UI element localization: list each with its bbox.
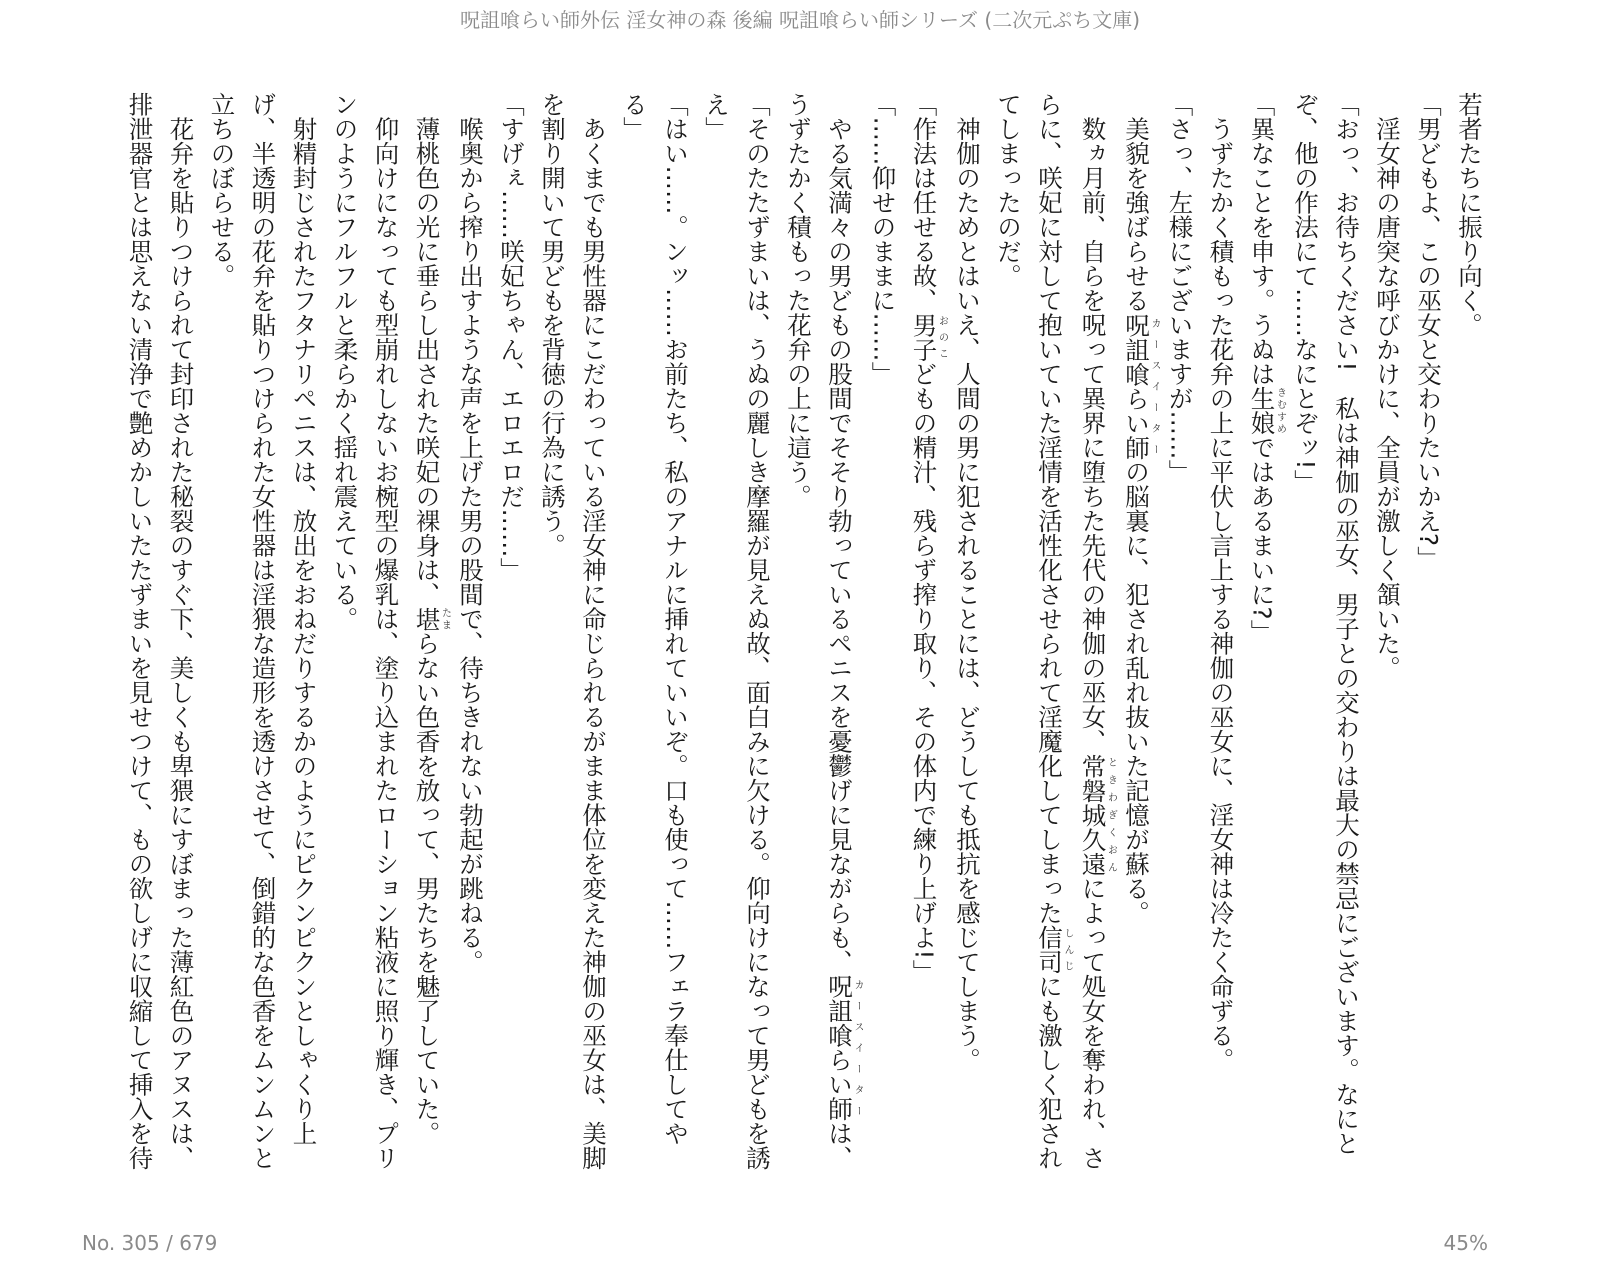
ruby-reading: カースイーター — [1149, 312, 1160, 460]
text-segment: 「はい……。ンッ……お前たち、私のアナルに挿れていいぞ。口も使って……フェラ奉仕してや — [661, 92, 690, 1146]
ruby-base: 呪詛喰らい師 — [825, 974, 854, 1121]
text-line — [614, 92, 655, 1182]
ruby-reading: きむすめ — [1274, 386, 1286, 435]
text-segment: ではあるまいに?」 — [1247, 435, 1277, 645]
text-line — [947, 92, 988, 1182]
text-segment: を割り開いて男どもを背徳の行為に誘う。 — [538, 92, 567, 558]
text-segment: え」 — [702, 92, 731, 141]
text-line — [1201, 92, 1242, 1182]
text-line — [120, 92, 161, 1182]
text-segment: ぞ、他の作法にて……なにとぞッ!」 — [1291, 92, 1320, 494]
ruby-word — [412, 606, 451, 632]
text-segment: は、 — [825, 1121, 854, 1170]
text-segment: 「……仰せのままに……」 — [868, 92, 898, 386]
ruby-reading: カースイーター — [852, 974, 863, 1121]
text-line — [655, 92, 696, 1182]
text-line — [737, 92, 778, 1182]
text-line — [202, 92, 243, 1182]
ruby-reading: おのこ — [936, 312, 948, 362]
text-segment: うずたかく積もった花弁の上に這う。 — [784, 92, 813, 509]
text-segment: 「すげぇ……咲妃ちゃん、エロエロだ……」 — [497, 92, 526, 582]
ruby-base: 生娘 — [1247, 386, 1277, 435]
text-line — [1449, 92, 1490, 1182]
text-line — [1408, 92, 1449, 1182]
text-segment: 射精封じされたフタナリペニスは、放出をおねだりするかのようにピクンピクンとしゃくり上 — [289, 92, 319, 1146]
ruby-base: 男子 — [909, 312, 939, 362]
ruby-word — [1247, 386, 1286, 435]
text-line — [325, 92, 366, 1182]
text-line — [1367, 92, 1408, 1182]
text-segment: 立ちのぼらせる。 — [207, 92, 237, 288]
text-line — [407, 92, 451, 1182]
ruby-reading: しんじ — [1062, 925, 1073, 974]
ruby-word — [1078, 753, 1117, 877]
text-line — [366, 92, 407, 1182]
text-line — [988, 92, 1029, 1182]
text-segment: 「異なことを申す。うぬは — [1247, 92, 1277, 386]
text-segment: 数ヵ月前、自らを呪って異界に堕ちた先代の神伽の巫女、 — [1078, 92, 1108, 754]
text-segment: あくまでも男性器にこだわっている淫女神に命じられるがまま体位を変えた神伽の巫女は、美脚 — [579, 92, 608, 1170]
reading-progress: 45% — [1443, 1231, 1488, 1255]
text-line — [532, 92, 573, 1182]
text-segment: 淫女神の唐突な呼びかけに、全員が激しく頷いた。 — [1373, 92, 1402, 680]
text-line — [863, 92, 904, 1182]
text-line — [161, 92, 202, 1182]
text-line — [819, 92, 863, 1182]
text-segment: 神伽のためとはいえ、人間の男に犯されることには、どうしても抵抗を感じてしまう。 — [953, 92, 982, 1072]
text-segment: 若者たちに振り向く。 — [1455, 92, 1484, 337]
ruby-word — [825, 974, 863, 1121]
book-title: 呪詛喰らい師外伝 淫女神の森 後編 呪詛喰らい師シリーズ (二次元ぷち文庫) — [459, 8, 1141, 32]
text-line — [1326, 92, 1367, 1182]
text-segment: 排泄器官とは思えない清浄で艶めかしいたたずまいを見せつけて、もの欲しげに収縮して挿入を待 — [125, 92, 155, 1170]
text-segment: 喉奥から搾り出すような声を上げた男の股間で、待ちきれない勃起が跳ねる。 — [456, 92, 485, 974]
text-line — [491, 92, 532, 1182]
text-segment: 「おっ、お待ちください! 私は神伽の巫女、男子との交わりは最大の禁忌にございます。なにと — [1332, 92, 1361, 1156]
text-line — [1029, 92, 1073, 1182]
text-line — [696, 92, 737, 1182]
ruby-base: 呪詛喰らい師 — [1122, 312, 1151, 460]
text-segment: 美貌を強ばらせる — [1122, 92, 1151, 313]
ruby-word — [909, 312, 948, 362]
text-segment: どもの精汁、残らず搾り取り、その体内で練り上げよ!」 — [909, 361, 939, 984]
text-segment: ンのようにフルフルと柔らかく揺れ震えている。 — [330, 92, 360, 631]
text-segment: てしまったのだ。 — [994, 92, 1023, 288]
text-line — [778, 92, 819, 1182]
text-line — [573, 92, 614, 1182]
text-segment: 「男どもよ、この巫女と交わりたいかえ?」 — [1414, 92, 1443, 571]
text-line — [450, 92, 491, 1182]
text-segment: 「作法は任せる故、 — [909, 92, 939, 313]
text-line — [1160, 92, 1201, 1182]
text-line — [1242, 92, 1286, 1182]
ruby-base: 常磐城久遠 — [1078, 753, 1108, 876]
ruby-word — [1035, 925, 1073, 974]
text-line — [1285, 92, 1326, 1182]
text-segment: らに、咲妃に対して抱いていた淫情を活性化させられて淫魔化してしまった — [1035, 92, 1064, 925]
text-segment: らない色香を放って、男たちを魅了していた。 — [412, 631, 442, 1146]
text-segment: にも激しく犯され — [1035, 974, 1064, 1170]
text-segment: 薄桃色の光に垂らし出された咲妃の裸身は、 — [412, 92, 442, 607]
text-segment: やる気満々の男どもの股間でそそり勃っているペニスを憂鬱げに見ながらも、 — [825, 92, 854, 974]
text-segment: 「そのたたずまいは、うぬの麗しき摩羅が見えぬ故、面白みに欠ける。仰向けになって男どもを誘 — [743, 92, 772, 1170]
page-text[interactable] — [100, 92, 1490, 1182]
ruby-reading: ときわぎくおん — [1105, 753, 1117, 876]
text-segment: の脳裏に、犯され乱れ抜いた記憶が蘇る。 — [1122, 459, 1151, 925]
text-segment: 花弁を貼りつけられて封印された秘裂のすぐ下、美しくも卑猥にすぼまった薄紅色のアヌスは、 — [166, 92, 196, 1170]
text-line — [284, 92, 325, 1182]
ruby-base: 堪 — [412, 606, 442, 631]
ruby-base: 信司 — [1035, 925, 1064, 974]
text-segment: うずたかく積もった花弁の上に平伏し言上する神伽の巫女に、淫女神は冷たく命ずる。 — [1206, 92, 1236, 1072]
text-line — [243, 92, 284, 1182]
text-segment: 仰向けになっても型崩れしないお椀型の爆乳は、塗り込まれたローション粘液に照り輝き、プリ — [371, 92, 401, 1170]
text-segment: る」 — [620, 92, 649, 141]
text-line — [904, 92, 948, 1182]
location-indicator[interactable]: No. 305 / 679 — [82, 1231, 218, 1255]
text-line — [1073, 92, 1117, 1182]
text-segment: 「さっ、左様にございますが……」 — [1165, 92, 1195, 484]
text-line — [1116, 92, 1160, 1182]
text-segment: によって処女を奪われ、さ — [1078, 876, 1108, 1170]
text-segment: げ、半透明の花弁を貼りつけられた女性器は淫猥な造形を透けさせて、倒錯的な色香をムンムンと — [248, 92, 278, 1170]
ruby-word — [1122, 312, 1160, 460]
ruby-reading: たま — [439, 606, 451, 631]
